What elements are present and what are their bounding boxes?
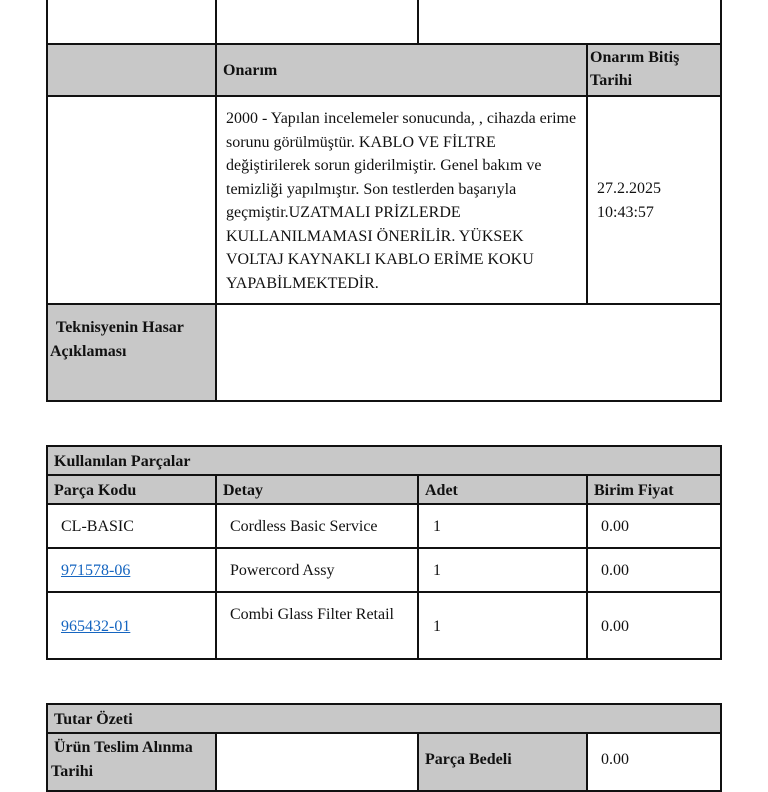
part-price: 0.00: [601, 618, 629, 635]
table-row-3-qty: [417, 591, 588, 660]
table-row-2-price: [586, 547, 722, 593]
damage-text-cell: [215, 303, 722, 402]
part-price: 0.00: [601, 518, 629, 535]
top-cell-left: [46, 0, 217, 45]
parts-title: Kullanılan Parçalar: [54, 453, 191, 470]
parts-cost-value-cell: [586, 732, 722, 792]
part-code-link[interactable]: 971578-06: [61, 562, 131, 579]
end-date-cell: [586, 95, 722, 305]
damage-label: Teknisyenin Hasar Açıklaması: [50, 319, 184, 360]
table-row-3-detail: [215, 591, 419, 660]
repair-text-cell: [215, 95, 588, 305]
part-qty: 1: [433, 618, 441, 635]
damage-label-cell: [46, 303, 217, 402]
table-row-2-code: [46, 547, 217, 593]
repair-header-left-cell: [46, 43, 217, 97]
parts-cost-label-cell: [417, 732, 588, 792]
parts-col-code-label: Parça Kodu: [54, 482, 137, 499]
delivery-label-cell: [46, 732, 217, 792]
table-row-1-detail: [215, 503, 419, 549]
repair-text: 2000 - Yapılan incelemeler sonucunda, , cihazda erime sorunu görülmüştür. KABLO VE FİLTRE değiştirilerek sorun giderilmiştir. Genel bakım ve temizliği yapılmıştır. Son testlerden başarıyla geçmiştir.UZATMALI PRİZLERDE KULLANILMAMASI ÖNERİLİR. YÜKSEK VOLTAJ KAYNAKLI KABLO ERİME KOKU YAPABİLMEKTEDİR.: [226, 110, 577, 292]
table-row-1-price: [586, 503, 722, 549]
table-row-2-qty: [417, 547, 588, 593]
repair-header-cell: [215, 43, 588, 97]
summary-title-cell: [46, 703, 722, 734]
part-code: CL-BASIC: [61, 518, 134, 535]
end-date-value: 27.2.2025 10:43:57: [597, 180, 661, 221]
table-row-3-price: [586, 591, 722, 660]
parts-col-qty-header: [417, 474, 588, 505]
parts-col-qty-label: Adet: [425, 482, 458, 499]
part-code-link[interactable]: 965432-01: [61, 618, 131, 635]
parts-cost-label: Parça Bedeli: [425, 751, 512, 768]
top-cell-middle: [215, 0, 419, 45]
parts-col-detail-header: [215, 474, 419, 505]
delivery-label: Ürün Teslim Alınma Tarihi: [51, 739, 193, 780]
repair-label: Onarım: [223, 62, 278, 79]
table-row-3-code: [46, 591, 217, 660]
parts-col-price-label: Birim Fiyat: [594, 482, 674, 499]
parts-col-detail-label: Detay: [223, 482, 263, 499]
delivery-value-cell: [215, 732, 419, 792]
summary-title: Tutar Özeti: [54, 711, 133, 728]
part-qty: 1: [433, 562, 441, 579]
part-detail: Combi Glass Filter Retail: [230, 606, 394, 623]
part-detail: Powercord Assy: [230, 562, 335, 579]
end-date-label: Onarım Bitiş Tarihi: [590, 49, 680, 89]
part-qty: 1: [433, 518, 441, 535]
table-row-1-code: [46, 503, 217, 549]
part-price: 0.00: [601, 562, 629, 579]
parts-cost-value: 0.00: [601, 751, 629, 768]
top-cell-right: [417, 0, 722, 45]
part-detail: Cordless Basic Service: [230, 518, 378, 535]
table-row-2-detail: [215, 547, 419, 593]
parts-col-code-header: [46, 474, 217, 505]
repair-left-cell: [46, 95, 217, 305]
parts-col-price-header: [586, 474, 722, 505]
parts-title-cell: [46, 445, 722, 476]
end-date-header-cell: [586, 43, 722, 97]
table-row-1-qty: [417, 503, 588, 549]
